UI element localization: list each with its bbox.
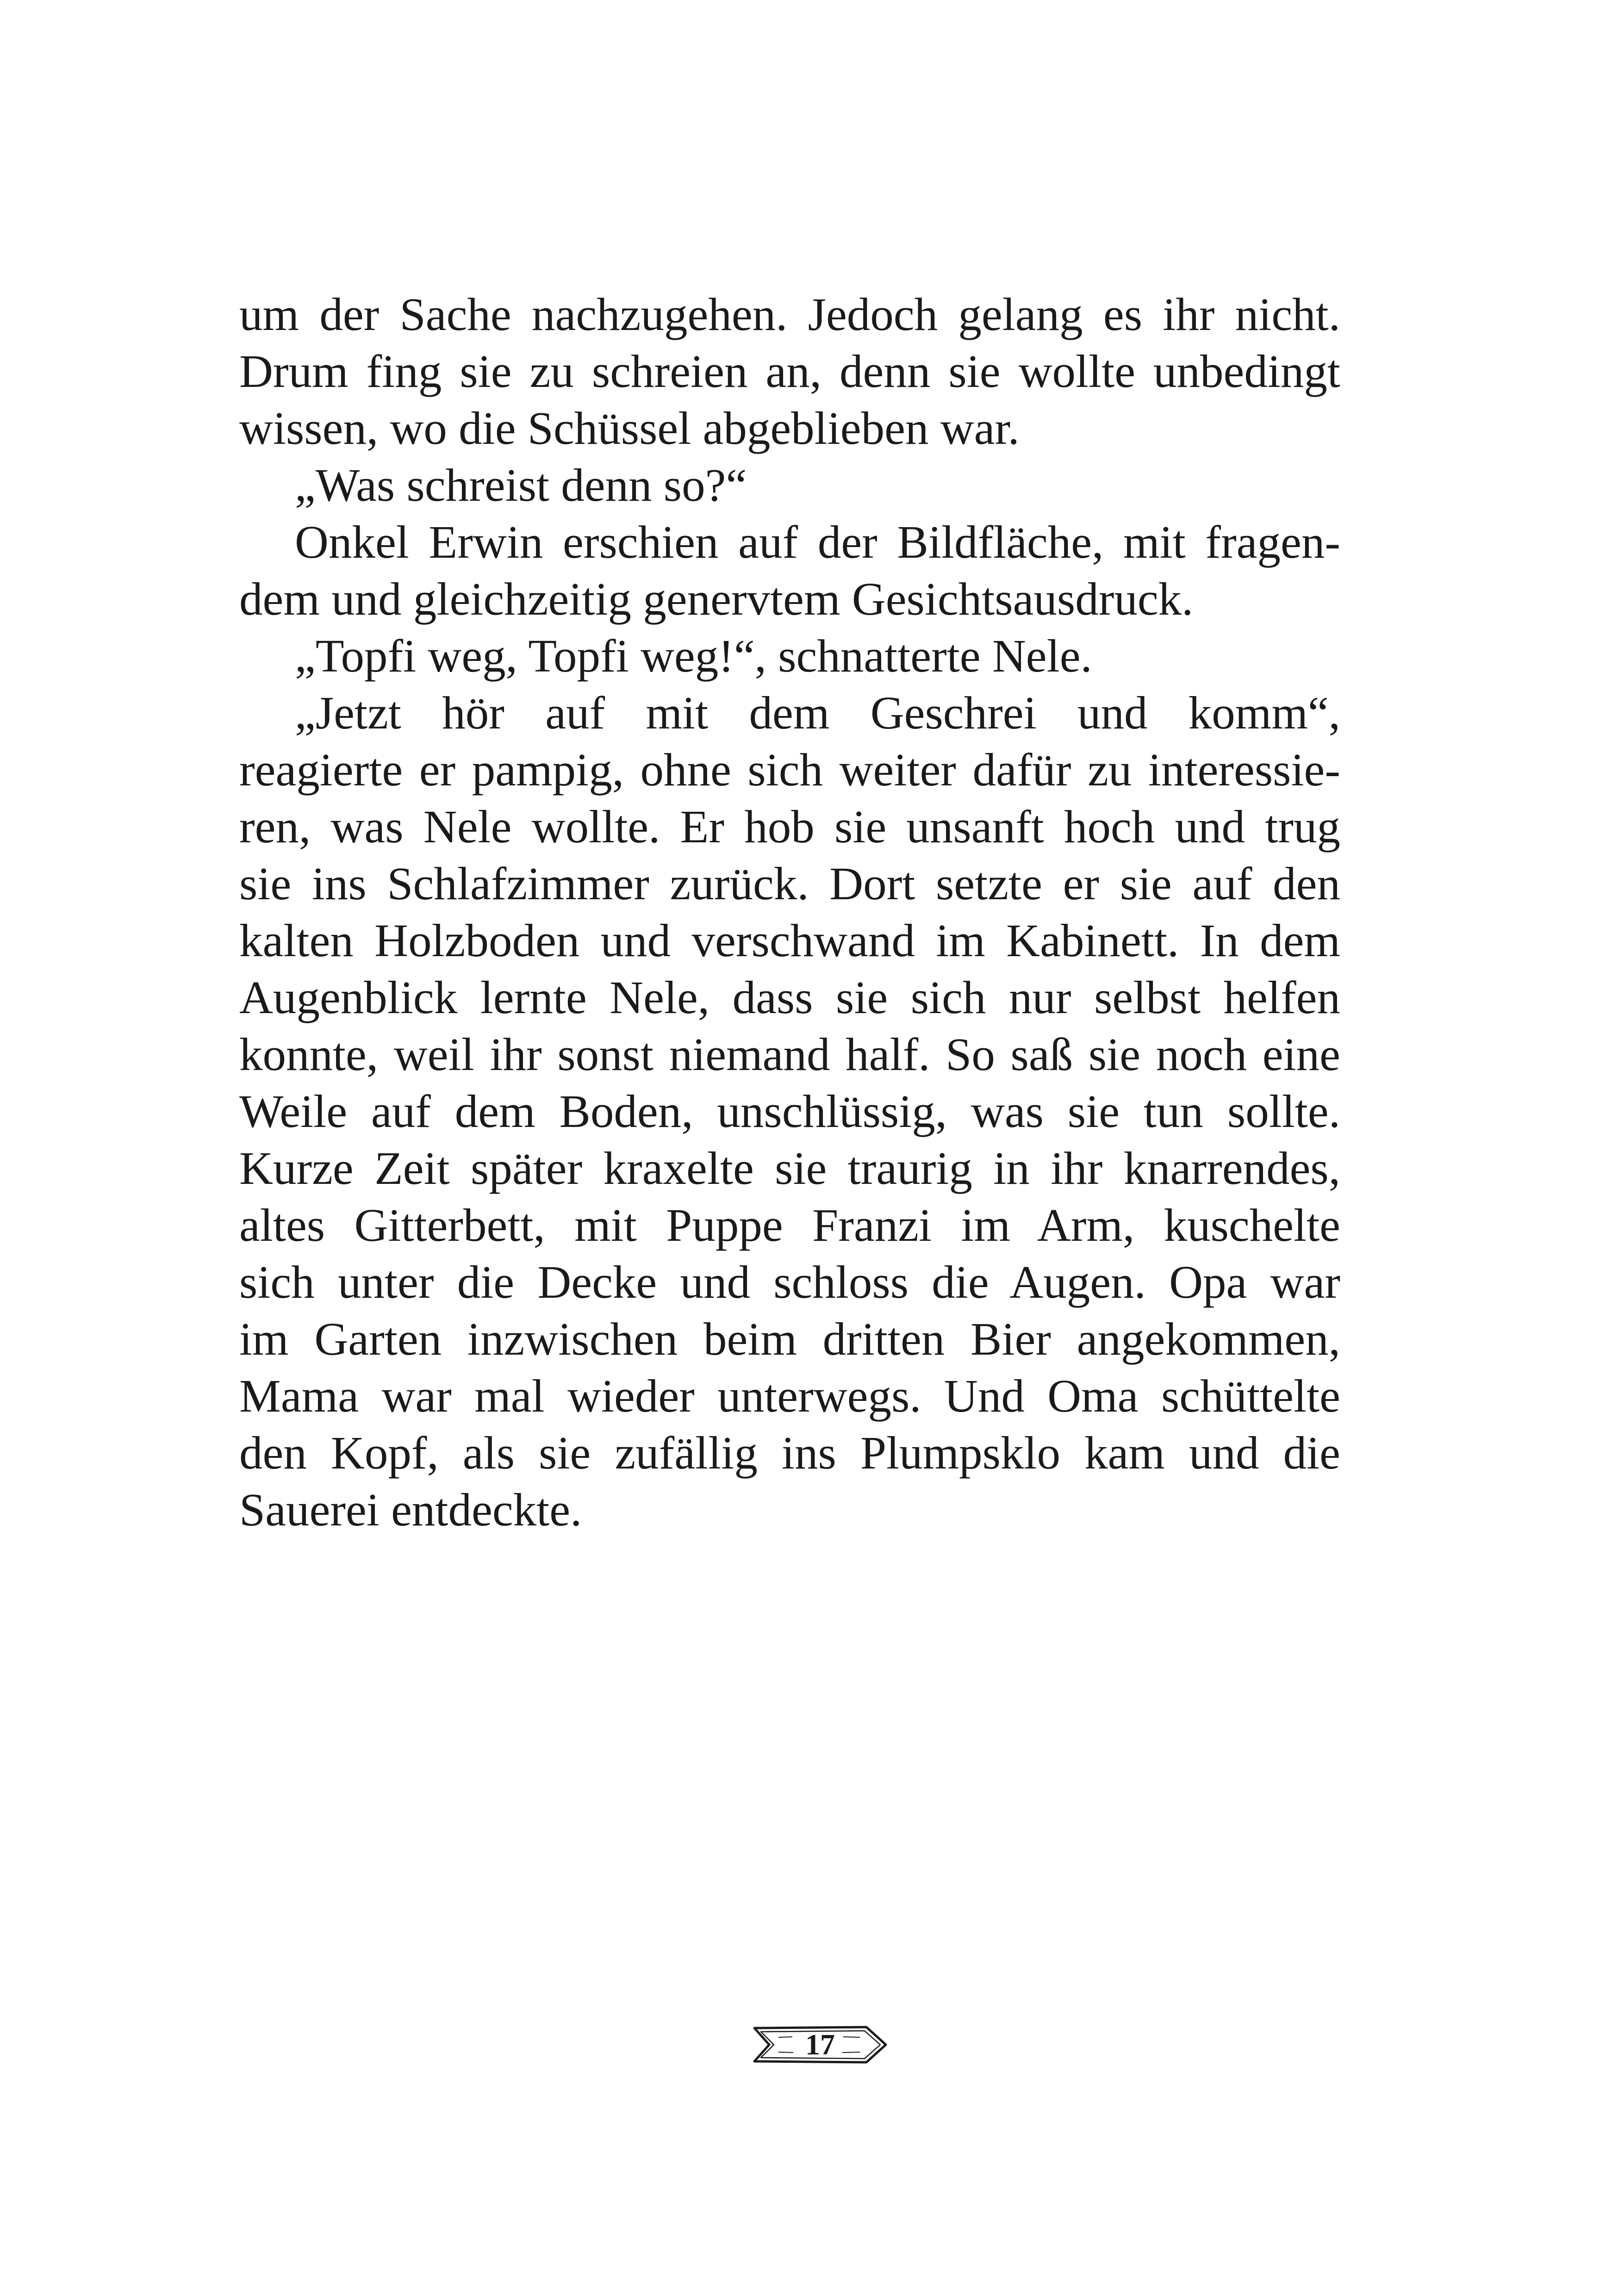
text-line: den Kopf, als sie zufällig ins Plumpsklo kam und die <box>239 1427 1340 1479</box>
text-line: kalten Holzboden und verschwand im Kabinett. In dem <box>239 915 1340 966</box>
text-line: Onkel Erwin erschien auf der Bildfläche, mit fragen- <box>295 516 1340 568</box>
text-line: Augenblick lernte Nele, dass sie sich nur selbst helfen <box>239 971 1340 1023</box>
text-line: Weile auf dem Boden, unschlüssig, was sie tun sollte. <box>239 1085 1340 1137</box>
text-line: „Topfi weg, Topfi weg!“, schnatterte Nele. <box>295 630 1092 682</box>
text-line: „Was schreist denn so?“ <box>295 459 747 511</box>
text-line: Drum fing sie zu schreien an, denn sie wollte unbedingt <box>239 345 1340 397</box>
page-number: 17 <box>805 2028 835 2061</box>
text-line: sie ins Schlafzimmer zurück. Dort setzte er sie auf den <box>239 858 1340 909</box>
text-line: dem und gleichzeitig genervtem Gesichtsausdruck. <box>239 573 1194 625</box>
text-line: altes Gitterbett, mit Puppe Franzi im Arm, kuschelte <box>239 1199 1340 1251</box>
text-line: Mama war mal wieder unterwegs. Und Oma schüttelte <box>239 1370 1340 1422</box>
text-line: um der Sache nachzugehen. Jedoch gelang es ihr nicht. <box>239 288 1340 340</box>
text-line: Kurze Zeit später kraxelte sie traurig in ihr knarrendes, <box>239 1142 1340 1194</box>
text-line: sich unter die Decke und schloss die Augen. Opa war <box>239 1256 1340 1308</box>
text-line: reagierte er pampig, ohne sich weiter dafür zu interessie- <box>239 744 1340 796</box>
text-line: ren, was Nele wollte. Er hob sie unsanft hoch und trug <box>239 801 1340 852</box>
page-number-badge <box>751 2022 890 2068</box>
body-text <box>239 286 1340 1538</box>
text-line: „Jetzt hör auf mit dem Geschrei und komm“, <box>295 687 1340 739</box>
text-line: wissen, wo die Schüssel abgeblieben war. <box>239 402 1020 454</box>
text-line: im Garten inzwischen beim dritten Bier angekommen, <box>239 1313 1340 1365</box>
text-line: Sauerei entdeckte. <box>239 1484 582 1536</box>
text-line: konnte, weil ihr sonst niemand half. So saß sie noch eine <box>239 1028 1340 1080</box>
